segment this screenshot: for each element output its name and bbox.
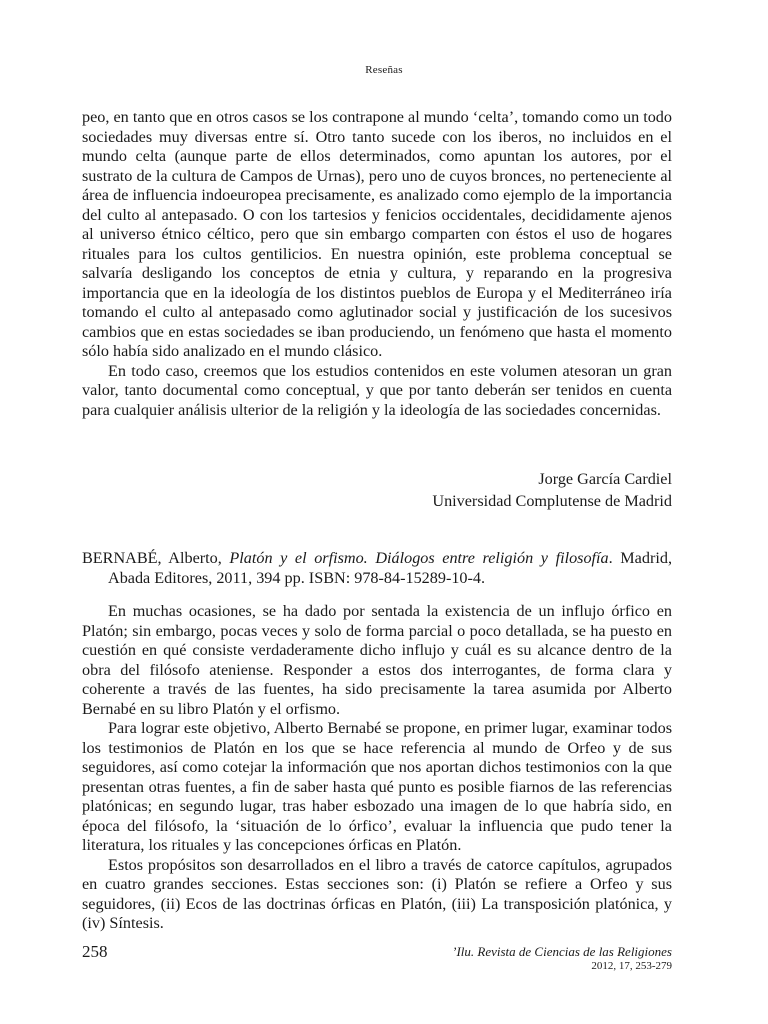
reviewer-affiliation: Universidad Complutense de Madrid [432, 492, 672, 510]
page-number: 258 [82, 942, 108, 961]
review-body [82, 602, 672, 934]
paragraph: Estos propósitos son desarrollados en el libro a través de catorce capítulos, agrupados en cuatro grandes secciones. Estas secciones son: (i) Platón se refiere a Orfeo y sus seguidores, (ii) Ecos de las doctrinas órficas en Platón, (iii) La transposición platónica, y (iv) Síntesis. [82, 855, 672, 932]
paragraph: En muchas ocasiones, se ha dado por sentada la existencia de un influjo órfico en Platón; sin embargo, pocas veces y solo de forma parcial o poco detallada, se ha puesto en cuestión en qué consiste verdaderamente dicho influjo y cuál es su alcance dentro de la obra del filósofo ateniense. Responder a estos dos interrogantes, de forma clara y coherente a través de las fuentes, ha sido precisamente la tarea asumida por Alberto Bernabé en su libro Platón y el orfismo. [82, 602, 672, 718]
review-continuation [82, 108, 672, 420]
paragraph: Para lograr este objetivo, Alberto Bernabé se propone, en primer lugar, examinar todos los testimonios de Platón en los que se hace referencia al mundo de Orfeo y de sus seguidores, así como cotejar la información que nos aportan dichos testimonios con la que presentan otras fuentes, a fin de saber hasta qué punto es posible fiarnos de las referencias platónicas; en segundo lugar, tras haber esbozado una imagen de lo que habría sido, en época del filósofo, la ‘situación de lo órfico’, evaluar la influencia que pudo tener la literatura, los rituales y las concepciones órficas en Platón. [82, 719, 672, 854]
book-details: . Madrid, Abada Editores, 2011, 394 pp. ISBN: 978-84-15289-10-4. [108, 549, 672, 587]
review-signature [432, 468, 672, 512]
journal-title: ’Ilu. Revista de Ciencias de las Religiones [452, 944, 672, 959]
book-title: Platón y el orfismo. Diálogos entre religión y filosofía [229, 549, 609, 567]
bibliographic-entry [82, 548, 672, 588]
book-author: BERNABÉ, Alberto, [82, 549, 230, 567]
paragraph: peo, en tanto que en otros casos se los contrapone al mundo ‘celta’, tomando como un todo sociedades muy diversas entre sí. Otro tanto sucede con los iberos, no incluidos en el mundo celta (aunque parte de ellos determinados, como apuntan los autores, por el sustrato de la cultura de Campos de Urnas), pero uno de cuyos bronces, no perteneciente al área de influencia indoeuropea precisamente, es analizado como ejemplo de la importancia del culto al antepasado. O con los tartesios y fenicios occidentales, decididamente ajenos al universo étnico céltico, pero que sin embargo comparten con éstos el uso de hogares rituales para los cultos gentilicios. En nuestra opinión, este problema conceptual se salvaría desligando los conceptos de etnia y cultura, y reparando en la progresiva importancia que en la ideología de los distintos pueblos de Europa y el Mediterráneo iría tomando el culto al antepasado como aglutinador social y justificación de los sucesivos cambios que en estas sociedades se iban produciendo, un fenómeno que hasta el momento sólo había sido analizado en el mundo clásico. [82, 108, 672, 360]
running-head: Reseñas [365, 64, 403, 76]
reviewer-name: Jorge García Cardiel [538, 470, 672, 488]
journal-footer [452, 944, 672, 974]
paragraph: En todo caso, creemos que los estudios contenidos en este volumen atesoran un gran valor, tanto documental como conceptual, y que por tanto deberán ser tenidos en cuenta para cualquier análisis ulterior de la religión y la ideología de las sociedades concernidas. [82, 361, 672, 419]
journal-issue: 2012, 17, 253-279 [591, 960, 672, 972]
